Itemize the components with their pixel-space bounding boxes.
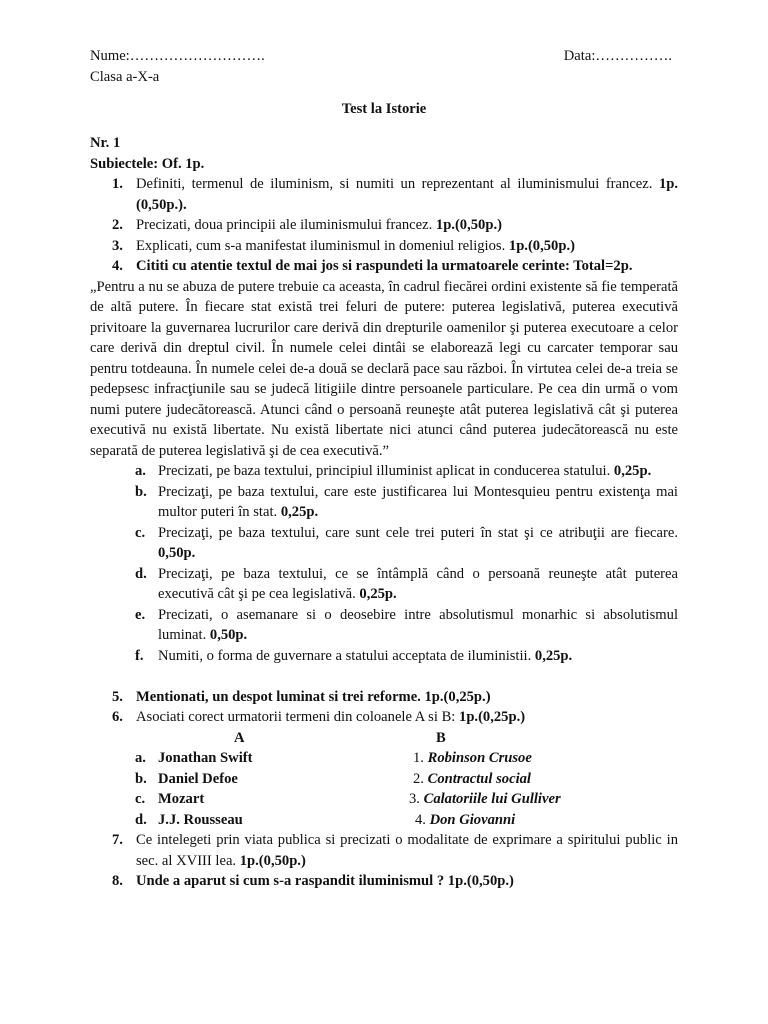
sub-question-text: Precizaţi, pe baza textului, care sunt cele trei puteri în stat şi ce atribuţii are fiecare. xyxy=(158,524,678,541)
column-a-term: Daniel Defoe xyxy=(158,770,238,787)
question-points: 1p. (0,50p.). xyxy=(136,176,678,213)
sub-question-e xyxy=(90,605,678,646)
column-b-title: Contractul social xyxy=(427,770,531,787)
column-b-term xyxy=(415,810,515,831)
question-text: Precizati, doua principii ale iluminismului francez. xyxy=(136,217,436,233)
match-header xyxy=(90,728,678,749)
question-number: 3. xyxy=(112,237,123,254)
sub-question-letter: f. xyxy=(135,647,144,664)
sub-question-points: 0,50p. xyxy=(209,627,248,643)
sub-question-d xyxy=(90,564,678,605)
question-2 xyxy=(90,215,678,236)
sub-question-text: Precizati, pe baza textului, principiul illuminist aplicat in conducerea statului. xyxy=(158,463,614,479)
question-text: Cititi cu atentie textul de mai jos si raspundeti la urmatoarele cerinte: Total=2p. xyxy=(136,258,633,274)
class-label: Clasa a-X-a xyxy=(90,68,160,85)
question-number: 7. xyxy=(112,832,123,848)
column-b-title: Don Giovanni xyxy=(429,811,516,828)
question-1 xyxy=(90,174,678,215)
sub-question-c xyxy=(90,523,678,564)
test-number: Nr. 1 xyxy=(90,135,121,151)
column-b-term xyxy=(409,789,561,810)
column-a-term: Mozart xyxy=(158,791,205,807)
match-row-letter: d. xyxy=(135,811,147,828)
match-row-letter: c. xyxy=(135,791,146,807)
sub-question-points: 0,25p. xyxy=(534,647,573,664)
question-8 xyxy=(90,871,678,892)
sub-question-f xyxy=(90,646,678,667)
question-points: 1p.(0,25p.) xyxy=(459,709,526,725)
match-row xyxy=(90,810,678,831)
sub-question-a xyxy=(90,461,678,482)
sub-question-letter: c. xyxy=(135,524,146,541)
question-number: 1. xyxy=(112,176,123,192)
sub-question-points: 0,25p. xyxy=(613,463,652,479)
sub-question-points: 0,50p. xyxy=(158,545,196,561)
sub-question-letter: e. xyxy=(135,606,146,623)
question-number: 4. xyxy=(112,258,123,274)
question-number: 5. xyxy=(112,688,123,705)
question-3 xyxy=(90,236,678,257)
column-b-number: 2. xyxy=(413,770,428,787)
subjects-heading: Subiectele: Of. 1p. xyxy=(90,155,205,172)
column-b-title: Calatoriile lui Gulliver xyxy=(423,791,561,807)
question-text: Unde a aparut si cum s-a raspandit iluminismul ? 1p.(0,50p.) xyxy=(136,873,514,889)
sub-question-text: Numiti, o forma de guvernare a statului acceptata de iluministii. xyxy=(158,647,535,664)
column-a-term: Jonathan Swift xyxy=(158,750,253,766)
question-number: 6. xyxy=(112,709,123,725)
question-text: Asociati corect urmatorii termeni din coloanele A si B: xyxy=(136,709,460,725)
match-row xyxy=(90,748,678,769)
question-5 xyxy=(90,687,678,708)
question-text: Explicati, cum s-a manifestat iluminismul in domeniul religios. xyxy=(136,237,509,254)
column-b-number: 1. xyxy=(413,750,428,766)
match-row-letter: a. xyxy=(135,750,146,766)
match-row xyxy=(90,789,678,810)
question-6 xyxy=(90,707,678,728)
column-b-heading: B xyxy=(436,729,446,746)
sub-question-text: Precizaţi, pe baza textului, ce se întâmplă când o persoană reuneşte atât puterea executivă cât şi pe cea legislativă. xyxy=(158,565,678,602)
sub-question-letter: b. xyxy=(135,483,147,500)
column-a-heading: A xyxy=(234,729,245,746)
date-label: Data:……………. xyxy=(563,48,672,64)
sub-question-text: Precizaţi, pe baza textului, care este justificarea lui Montesquieu pentru existenţa mai multor puteri în stat. xyxy=(158,483,678,520)
test-content xyxy=(90,133,678,892)
page-title: Test la Istorie xyxy=(341,101,427,117)
column-b-number: 3. xyxy=(409,791,424,807)
column-b-term xyxy=(413,748,532,769)
question-points: 1p.(0,50p.) xyxy=(508,237,575,254)
question-text: Mentionati, un despot luminat si trei reforme. 1p.(0,25p.) xyxy=(136,688,491,705)
sub-question-points: 0,25p. xyxy=(359,586,397,602)
header xyxy=(90,46,680,87)
sub-question-letter: d. xyxy=(135,565,147,582)
match-row-letter: b. xyxy=(135,770,147,787)
question-number: 8. xyxy=(112,873,123,889)
column-b-term xyxy=(413,769,531,790)
sub-question-letter: a. xyxy=(135,463,146,479)
quote-text: „Pentru a nu se abuza de putere trebuie ca aceasta, în cadrul fiecărei ordini existente să fie temperată de altă putere. În fiecare stat există trei feluri de putere: puterea legislativă, puterea executivă privitoare la guvernarea lucrurilor care derivă din drepturile oamenilor şi puterea executoare a celor care derivă din dreptul civil. În numele celei dintâi se elaborează legi cu carcater temporar sau pentru totdeauna. În numele celei de-a două se declară pace sau război. În virtutea celei de-a treia se pedepsesc infracţiunile sau se judecă litigiile dintre persoanele particulare. Pe cea din urmă o vom numi putere judecătorească. Atunci când o persoană reuneşte atât puterea legislativă cât şi puterea executivă nu există libertate. Nu există libertate nici atunci când puterea judecătorească nu este separată de puterea legislativă şi de cea executivă.” xyxy=(90,278,678,459)
question-4 xyxy=(90,256,678,277)
name-label: Nume:………………………. xyxy=(90,48,265,64)
question-text: Ce intelegeti prin viata publica si precizati o modalitate de exprimare a spiritului public in sec. al XVIII lea. xyxy=(136,832,678,869)
match-row xyxy=(90,769,678,790)
sub-question-text: Precizati, o asemanare si o deosebire intre absolutismul monarhic si absolutismul luminat. xyxy=(158,606,678,643)
column-a-term: J.J. Rousseau xyxy=(158,811,243,828)
question-number: 2. xyxy=(112,217,123,233)
question-points: 1p.(0,50p.) xyxy=(239,852,306,869)
question-7 xyxy=(90,830,678,871)
column-b-number: 4. xyxy=(415,811,430,828)
question-points: 1p.(0,50p.) xyxy=(435,217,502,233)
question-text: Definiti, termenul de iluminism, si numiti un reprezentant al iluminismului francez. xyxy=(136,176,659,192)
sub-question-b xyxy=(90,482,678,523)
column-b-title: Robinson Crusoe xyxy=(427,750,532,766)
spacer xyxy=(90,666,678,687)
sub-question-points: 0,25p. xyxy=(280,504,319,520)
